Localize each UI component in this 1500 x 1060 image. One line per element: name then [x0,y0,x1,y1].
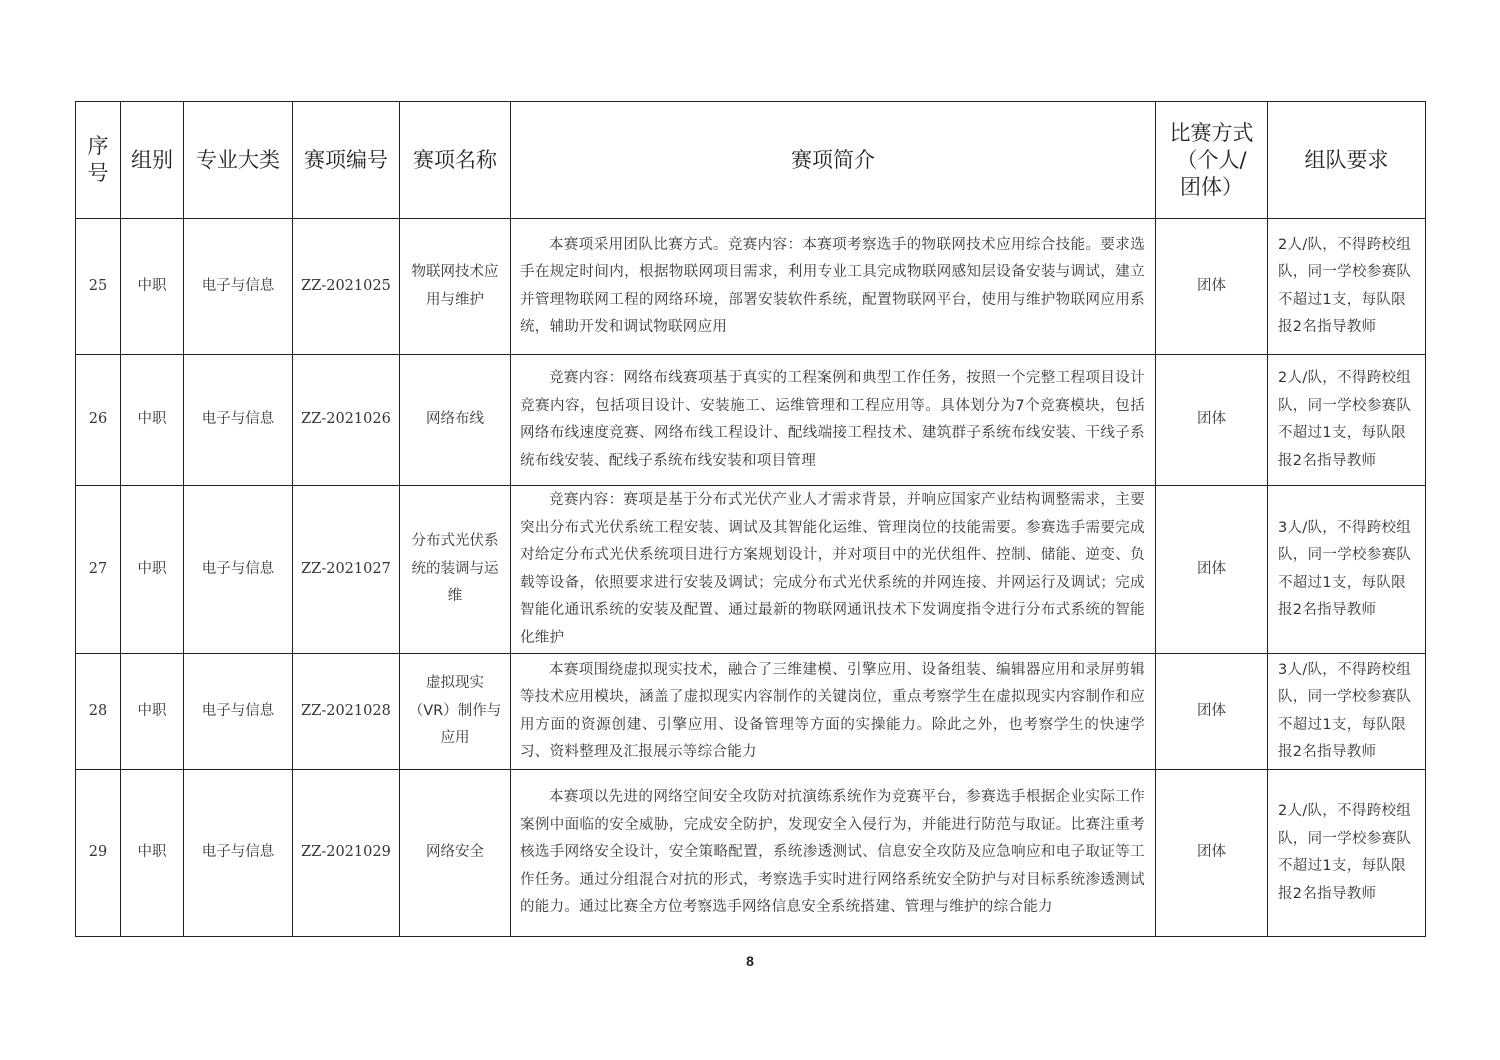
header-row [76,102,1426,219]
header-req: 组队要求 [1268,102,1426,219]
cell-code: ZZ-2021025 [293,219,400,355]
header-mode: 比赛方式（个人/团体） [1156,102,1268,219]
cell-name: 物联网技术应用与维护 [400,219,511,355]
cell-seq: 26 [76,355,121,486]
header-major: 专业大类 [184,102,293,219]
cell-code: ZZ-2021029 [293,770,400,937]
cell-name: 虚拟现实（VR）制作与应用 [400,654,511,770]
cell-desc: 本赛项以先进的网络空间安全攻防对抗演练系统作为竞赛平台，参赛选手根据企业实际工作案例中面临的安全威胁，完成安全防护，发现安全入侵行为，并能进行防范与取证。比赛注重考核选手网络安全设计，安全策略配置，系统渗透测试、信息安全攻防及应急响应和电子取证等工作任务。通过分组混合对抗的形式，考察选手实时进行网络系统安全防护与对目标系统渗透测试的能力。通过比赛全方位考察选手网络信息安全系统搭建、管理与维护的综合能力 [511,770,1156,937]
cell-req: 3人/队，不得跨校组队，同一学校参赛队不超过1支，每队限报2名指导教师 [1268,654,1426,770]
cell-seq: 27 [76,486,121,654]
page-number: 8 [746,953,754,969]
cell-major: 电子与信息 [184,654,293,770]
cell-major: 电子与信息 [184,486,293,654]
cell-group: 中职 [121,770,184,937]
cell-code: ZZ-2021026 [293,355,400,486]
header-seq: 序号 [76,102,121,219]
cell-code: ZZ-2021028 [293,654,400,770]
cell-code: ZZ-2021027 [293,486,400,654]
table-row [76,219,1426,355]
table-row [76,654,1426,770]
cell-major: 电子与信息 [184,355,293,486]
cell-seq: 28 [76,654,121,770]
cell-group: 中职 [121,219,184,355]
cell-major: 电子与信息 [184,770,293,937]
header-name: 赛项名称 [400,102,511,219]
cell-group: 中职 [121,355,184,486]
header-desc: 赛项简介 [511,102,1156,219]
cell-req: 2人/队，不得跨校组队，同一学校参赛队不超过1支，每队限报2名指导教师 [1268,219,1426,355]
cell-mode: 团体 [1156,770,1268,937]
cell-group: 中职 [121,486,184,654]
cell-desc: 竞赛内容：赛项是基于分布式光伏产业人才需求背景，并响应国家产业结构调整需求，主要突出分布式光伏系统工程安装、调试及其智能化运维、管理岗位的技能需要。参赛选手需要完成对给定分布式光伏系统项目进行方案规划设计，并对项目中的光伏组件、控制、储能、逆变、负载等设备，依照要求进行安装及调试；完成分布式光伏系统的并网连接、并网运行及调试；完成智能化通讯系统的安装及配置、通过最新的物联网通讯技术下发调度指令进行分布式系统的智能化维护 [511,486,1156,654]
cell-name: 网络安全 [400,770,511,937]
cell-desc: 本赛项围绕虚拟现实技术，融合了三维建模、引擎应用、设备组装、编辑器应用和录屏剪辑等技术应用模块，涵盖了虚拟现实内容制作的关键岗位，重点考察学生在虚拟现实内容制作和应用方面的资源创建、引擎应用、设备管理等方面的实操能力。除此之外，也考察学生的快速学习、资料整理及汇报展示等综合能力 [511,654,1156,770]
cell-name: 分布式光伏系统的装调与运维 [400,486,511,654]
cell-seq: 29 [76,770,121,937]
cell-mode: 团体 [1156,355,1268,486]
header-code: 赛项编号 [293,102,400,219]
cell-mode: 团体 [1156,486,1268,654]
cell-desc: 竞赛内容：网络布线赛项基于真实的工程案例和典型工作任务，按照一个完整工程项目设计竞赛内容，包括项目设计、安装施工、运维管理和工程应用等。具体划分为7个竞赛模块，包括网络布线速度竞赛、网络布线工程设计、配线端接工程技术、建筑群子系统布线安装、干线子系统布线安装、配线子系统布线安装和项目管理 [511,355,1156,486]
cell-desc: 本赛项采用团队比赛方式。竞赛内容：本赛项考察选手的物联网技术应用综合技能。要求选手在规定时间内，根据物联网项目需求，利用专业工具完成物联网感知层设备安装与调试，建立并管理物联网工程的网络环境，部署安装软件系统，配置物联网平台，使用与维护物联网应用系统，辅助开发和调试物联网应用 [511,219,1156,355]
cell-name: 网络布线 [400,355,511,486]
competition-table [75,101,1426,937]
cell-req: 3人/队，不得跨校组队，同一学校参赛队不超过1支，每队限报2名指导教师 [1268,486,1426,654]
cell-group: 中职 [121,654,184,770]
table-row [76,486,1426,654]
header-group: 组别 [121,102,184,219]
cell-mode: 团体 [1156,654,1268,770]
cell-mode: 团体 [1156,219,1268,355]
table-row [76,355,1426,486]
cell-seq: 25 [76,219,121,355]
table-row [76,770,1426,937]
cell-req: 2人/队，不得跨校组队，同一学校参赛队不超过1支，每队限报2名指导教师 [1268,770,1426,937]
cell-major: 电子与信息 [184,219,293,355]
cell-req: 2人/队，不得跨校组队，同一学校参赛队不超过1支，每队限报2名指导教师 [1268,355,1426,486]
